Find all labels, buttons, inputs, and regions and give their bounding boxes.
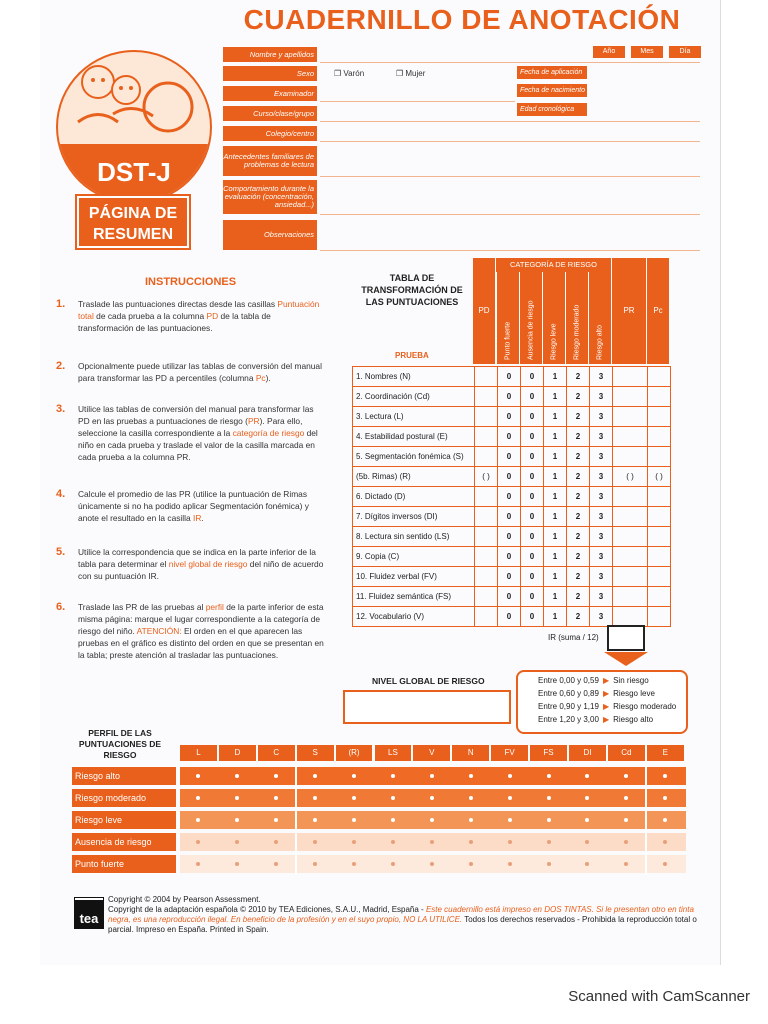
instruction-text: Utilice la correspondencia que se indica en la parte inferior de la tabla para determinar el nivel global de riesgo del niño de acuerdo con su puntuación IR. <box>78 547 324 581</box>
category-cell[interactable]: 2 <box>567 567 590 587</box>
pr-cell[interactable] <box>613 527 648 547</box>
category-cell[interactable]: 3 <box>590 467 613 487</box>
pd-cell[interactable] <box>475 527 498 547</box>
instruction-number: 3. <box>56 403 66 415</box>
profile-mark-dot[interactable] <box>547 840 551 844</box>
pd-cell[interactable] <box>475 547 498 567</box>
behavior-line[interactable] <box>320 214 700 215</box>
category-cell[interactable]: 1 <box>544 467 567 487</box>
category-cell[interactable]: 0 <box>521 567 544 587</box>
profile-mark-dot[interactable] <box>430 774 434 778</box>
category-col-header: Punto fuerte <box>496 272 519 364</box>
copyright-line-2 <box>108 905 698 935</box>
category-cell[interactable]: 0 <box>521 467 544 487</box>
profile-col-header: FS <box>530 745 567 761</box>
pc-header: Pc <box>647 258 669 364</box>
down-arrow-icon <box>604 652 648 666</box>
category-cell[interactable]: 0 <box>521 407 544 427</box>
category-cell[interactable]: 3 <box>590 387 613 407</box>
profile-mark-dot[interactable] <box>547 862 551 866</box>
category-cell[interactable]: 1 <box>544 547 567 567</box>
profile-col-header: DI <box>569 745 606 761</box>
category-cell[interactable]: 1 <box>544 587 567 607</box>
instruction-item <box>56 488 326 524</box>
category-cell[interactable]: 0 <box>521 367 544 387</box>
pr-cell[interactable] <box>613 387 648 407</box>
pr-cell[interactable] <box>613 487 648 507</box>
category-cell[interactable]: 0 <box>498 587 521 607</box>
pr-cell[interactable] <box>613 447 648 467</box>
test-name: 11. Fluidez semántica (FS) <box>353 587 475 607</box>
test-name: 1. Nombres (N) <box>353 367 475 387</box>
arrow-right-icon: ▶ <box>602 715 610 724</box>
tea-logo-bar <box>74 897 104 901</box>
date-col-year: Año <box>593 46 625 58</box>
copyright-rights: Todos los derechos reservados - Prohibida la reproducción total o parcial. Impreso en España. Printed in Spain. <box>108 915 697 934</box>
test-name: 8. Lectura sin sentido (LS) <box>353 527 475 547</box>
test-name: (5b. Rimas) (R) <box>353 467 475 487</box>
category-cell[interactable]: 0 <box>521 427 544 447</box>
category-cell[interactable]: 3 <box>590 547 613 567</box>
pd-cell[interactable] <box>475 587 498 607</box>
table-row <box>353 467 671 487</box>
risk-range-value: Entre 0,90 y 1,19 <box>538 702 599 711</box>
pc-cell[interactable] <box>648 427 671 447</box>
risk-profile-chart <box>72 745 686 879</box>
risk-range-row <box>538 689 655 698</box>
pc-cell[interactable] <box>648 547 671 567</box>
arrow-right-icon: ▶ <box>602 702 610 711</box>
category-cell[interactable]: 0 <box>521 507 544 527</box>
pc-cell[interactable] <box>648 447 671 467</box>
pr-cell[interactable] <box>613 367 648 387</box>
pc-cell[interactable] <box>648 507 671 527</box>
pd-cell[interactable] <box>475 387 498 407</box>
category-cell[interactable]: 0 <box>521 587 544 607</box>
profile-mark-dot[interactable] <box>508 862 512 866</box>
profile-col-header: L <box>180 745 217 761</box>
table-row <box>353 527 671 547</box>
category-cell[interactable]: 0 <box>498 367 521 387</box>
test-name: 6. Dictado (D) <box>353 487 475 507</box>
category-cell[interactable]: 3 <box>590 607 613 627</box>
table-row <box>353 407 671 427</box>
table-row <box>353 487 671 507</box>
instruction-item <box>56 546 326 582</box>
profile-mark-dot[interactable] <box>547 774 551 778</box>
course-line[interactable] <box>320 121 700 122</box>
category-cell[interactable]: 3 <box>590 567 613 587</box>
profile-mark-dot[interactable] <box>430 840 434 844</box>
profile-mark-dot[interactable] <box>391 840 395 844</box>
instruction-text: Opcionalmente puede utilizar las tablas de conversión del manual para transformar las PD a percentiles (columna Pc). <box>78 361 322 383</box>
copyright-warning: Este cuadernillo está impreso en DOS TINTAS. Si le presentan otro en tinta negra, es una reproducción ilegal. En beneficio de la profesión y en el suyo propio, NO LA UTILICE. <box>108 905 694 924</box>
profile-row-label: Riesgo leve <box>72 811 176 829</box>
pd-cell[interactable] <box>475 567 498 587</box>
sex-option-male[interactable]: ❐ Varón <box>334 69 365 78</box>
instruction-item <box>56 601 326 661</box>
category-cell[interactable]: 0 <box>521 527 544 547</box>
field-label-name: Nombre y apellidos <box>223 47 317 62</box>
profile-mark-dot[interactable] <box>469 796 473 800</box>
category-cell[interactable]: 2 <box>567 467 590 487</box>
test-name: 10. Fluidez verbal (FV) <box>353 567 475 587</box>
profile-mark-dot[interactable] <box>469 818 473 822</box>
risk-range-row <box>538 715 653 724</box>
test-name: 7. Dígitos inversos (DI) <box>353 507 475 527</box>
test-name: 2. Coordinación (Cd) <box>353 387 475 407</box>
category-cell[interactable]: 1 <box>544 407 567 427</box>
pr-header: PR <box>612 258 646 364</box>
profile-mark-dot[interactable] <box>430 862 434 866</box>
field-label-examiner: Examinador <box>223 86 317 101</box>
category-cell[interactable]: 2 <box>567 527 590 547</box>
risk-level-name: Riesgo alto <box>613 715 654 724</box>
pd-cell[interactable]: ( ) <box>475 467 498 487</box>
category-header: CATEGORÍA DE RIESGO <box>496 258 611 272</box>
test-name: 12. Vocabulario (V) <box>353 607 475 627</box>
instruction-text: Traslade las PR de las pruebas al perfil de la parte inferior de esta misma página: marque el lugar correspondiente a la categoría de riesgo del niño. ATENCIÓN: El orden en el que aparecen las pruebas en el gráfico es distinto del orden en que se presentan en la tabla; preste atención al trasladar las puntuaciones. <box>78 602 324 660</box>
observations-line[interactable] <box>320 250 700 251</box>
category-col-header: Riesgo moderado <box>565 272 588 364</box>
profile-col-header: N <box>452 745 489 761</box>
pd-cell[interactable] <box>475 407 498 427</box>
family-line[interactable] <box>320 176 700 177</box>
category-cell[interactable]: 0 <box>498 467 521 487</box>
pd-cell[interactable] <box>475 507 498 527</box>
category-cell[interactable]: 0 <box>498 427 521 447</box>
instruction-item <box>56 403 326 463</box>
pr-cell[interactable] <box>613 407 648 427</box>
category-cell[interactable]: 0 <box>498 547 521 567</box>
risk-range-value: Entre 0,60 y 0,89 <box>538 689 599 698</box>
profile-mark-dot[interactable] <box>508 840 512 844</box>
field-label-sex: Sexo <box>223 66 317 81</box>
field-label-birth-date: Fecha de nacimiento <box>517 84 587 97</box>
category-cell[interactable]: 0 <box>498 567 521 587</box>
instruction-number: 2. <box>56 360 66 372</box>
profile-mark-dot[interactable] <box>508 818 512 822</box>
examiner-line[interactable] <box>320 101 515 102</box>
table-row <box>353 427 671 447</box>
nivel-global-box[interactable] <box>343 690 511 724</box>
school-line[interactable] <box>320 141 700 142</box>
risk-ranges-box <box>516 670 688 734</box>
sex-option-female[interactable]: ❐ Mujer <box>396 69 426 78</box>
arrow-right-icon: ▶ <box>602 676 610 685</box>
camscanner-watermark: Scanned with CamScanner <box>568 988 750 1005</box>
category-cell[interactable]: 1 <box>544 367 567 387</box>
pc-cell[interactable] <box>648 607 671 627</box>
instruction-text: Traslade las puntuaciones directas desde las casillas Puntuación total de cada prueba a la columna PD de la tabla de transformación de las puntuaciones. <box>78 299 320 333</box>
risk-level-name: Riesgo leve <box>613 689 655 698</box>
profile-mark-dot[interactable] <box>391 796 395 800</box>
pc-cell[interactable] <box>648 387 671 407</box>
pc-cell[interactable] <box>648 487 671 507</box>
category-cell[interactable]: 2 <box>567 387 590 407</box>
risk-range-value: Entre 1,20 y 3,00 <box>538 715 599 724</box>
pr-cell[interactable] <box>613 607 648 627</box>
category-cell[interactable]: 2 <box>567 507 590 527</box>
logo-text: DST-J <box>97 157 171 187</box>
profile-mark-dot[interactable] <box>430 818 434 822</box>
test-name: 5. Segmentación fonémica (S) <box>353 447 475 467</box>
category-cell[interactable]: 3 <box>590 527 613 547</box>
category-cell[interactable]: 1 <box>544 447 567 467</box>
profile-row-label: Riesgo moderado <box>72 789 176 807</box>
field-label-observations: Observaciones <box>223 220 317 250</box>
profile-mark-dot[interactable] <box>391 774 395 778</box>
pc-cell[interactable]: ( ) <box>648 467 671 487</box>
perfil-title: PERFIL DE LAS PUNTUACIONES DE RIESGO <box>78 728 162 760</box>
category-cell[interactable]: 0 <box>498 387 521 407</box>
table-row <box>353 607 671 627</box>
category-cell[interactable]: 0 <box>521 487 544 507</box>
profile-mark-dot[interactable] <box>547 796 551 800</box>
category-cell[interactable]: 2 <box>567 447 590 467</box>
pd-cell[interactable] <box>475 447 498 467</box>
nivel-global-label: NIVEL GLOBAL DE RIESGO <box>372 676 485 686</box>
pc-cell[interactable] <box>648 527 671 547</box>
arrow-right-icon: ▶ <box>602 689 610 698</box>
category-cell[interactable]: 3 <box>590 367 613 387</box>
category-cell[interactable]: 0 <box>498 407 521 427</box>
profile-row-label: Ausencia de riesgo <box>72 833 176 851</box>
category-cell[interactable]: 0 <box>498 487 521 507</box>
profile-mark-dot[interactable] <box>469 774 473 778</box>
category-cell[interactable]: 0 <box>521 447 544 467</box>
category-cell[interactable]: 0 <box>521 547 544 567</box>
date-col-month: Mes <box>631 46 663 58</box>
profile-mark-dot[interactable] <box>469 862 473 866</box>
profile-col-header: V <box>413 745 450 761</box>
pd-cell[interactable] <box>475 427 498 447</box>
name-line[interactable] <box>320 62 700 63</box>
pd-header: PD <box>473 258 495 364</box>
category-cell[interactable]: 1 <box>544 507 567 527</box>
tea-logo: tea <box>74 897 104 929</box>
category-cell[interactable]: 3 <box>590 487 613 507</box>
category-cell[interactable]: 1 <box>544 427 567 447</box>
risk-range-value: Entre 0,00 y 0,59 <box>538 676 599 685</box>
category-cell[interactable]: 1 <box>544 487 567 507</box>
date-col-day: Día <box>669 46 701 58</box>
ir-label: IR (suma / 12) <box>548 633 599 642</box>
instruction-text: Calcule el promedio de las PR (utilice la puntuación de Rimas únicamente si no ha podido aplicar Segmentación fonémica) y anote el resultado en la casilla IR. <box>78 489 309 523</box>
test-name: 9. Copia (C) <box>353 547 475 567</box>
category-cell[interactable]: 2 <box>567 607 590 627</box>
pc-cell[interactable] <box>648 567 671 587</box>
profile-col-header: LS <box>375 745 412 761</box>
profile-mark-dot[interactable] <box>391 862 395 866</box>
profile-row-label: Riesgo alto <box>72 767 176 785</box>
instruction-number: 5. <box>56 546 66 558</box>
test-name: 4. Estabilidad postural (E) <box>353 427 475 447</box>
pr-cell[interactable] <box>613 587 648 607</box>
copyright-text <box>108 895 698 935</box>
profile-mark-dot[interactable] <box>547 818 551 822</box>
field-label-application-date: Fecha de aplicación <box>517 66 587 79</box>
summary-label: PÁGINA DE RESUMEN <box>77 196 189 248</box>
ir-input-box[interactable] <box>607 625 645 651</box>
profile-col-header: C <box>258 745 295 761</box>
pd-cell[interactable] <box>475 487 498 507</box>
profile-group-divider <box>295 765 297 875</box>
profile-group-divider <box>645 765 647 875</box>
instruction-number: 1. <box>56 298 66 310</box>
prueba-label: PRUEBA <box>395 351 429 360</box>
category-cell[interactable]: 1 <box>544 607 567 627</box>
field-label-school: Colegio/centro <box>223 126 317 141</box>
instruction-number: 4. <box>56 488 66 500</box>
pd-cell[interactable] <box>475 367 498 387</box>
category-col-header: Riesgo leve <box>542 272 565 364</box>
category-cell[interactable]: 3 <box>590 447 613 467</box>
category-cell[interactable]: 2 <box>567 407 590 427</box>
profile-col-header: E <box>647 745 684 761</box>
field-label-behavior: Comportamiento durante la evaluación (concentración, ansiedad...) <box>223 180 317 214</box>
profile-mark-dot[interactable] <box>508 774 512 778</box>
instruction-number: 6. <box>56 601 66 613</box>
profile-col-header: (R) <box>336 745 373 761</box>
profile-mark-dot[interactable] <box>508 796 512 800</box>
category-cell[interactable]: 0 <box>498 447 521 467</box>
pr-cell[interactable]: ( ) <box>613 467 648 487</box>
instruction-text: Utilice las tablas de conversión del manual para transformar las PD en las pruebas a puntuaciones de riesgo (PR). Para ello, seleccione la casilla correspondiente a la categoría de riesgo del niño en cada prueba y traslade el valor de la casilla marcada en cada prueba a la columna PR. <box>78 404 318 462</box>
field-label-family: Antecedentes familiares de problemas de lectura <box>223 146 317 176</box>
copyright-publisher: Copyright de la adaptación española © 2010 by TEA Ediciones, S.A.U., Madrid, España - <box>108 905 426 914</box>
pr-cell[interactable] <box>613 427 648 447</box>
table-row <box>353 567 671 587</box>
table-row <box>353 507 671 527</box>
table-title: TABLA DE TRANSFORMACIÓN DE LAS PUNTUACIONES <box>361 273 463 307</box>
category-cell[interactable]: 3 <box>590 587 613 607</box>
instructions-title: INSTRUCCIONES <box>145 276 237 288</box>
category-cell[interactable]: 1 <box>544 387 567 407</box>
pc-cell[interactable] <box>648 407 671 427</box>
category-cell[interactable]: 0 <box>498 527 521 547</box>
category-cell[interactable]: 1 <box>544 527 567 547</box>
risk-level-name: Sin riesgo <box>613 676 649 685</box>
profile-col-header: D <box>219 745 256 761</box>
pd-cell[interactable] <box>475 607 498 627</box>
table-row <box>353 367 671 387</box>
test-name: 3. Lectura (L) <box>353 407 475 427</box>
category-cell[interactable]: 2 <box>567 587 590 607</box>
profile-col-header: S <box>297 745 334 761</box>
copyright-line-1: Copyright © 2004 by Pearson Assessment. <box>108 895 261 904</box>
category-cell[interactable]: 3 <box>590 507 613 527</box>
table-row <box>353 447 671 467</box>
risk-range-row <box>538 702 676 711</box>
category-cell[interactable]: 2 <box>567 367 590 387</box>
pr-cell[interactable] <box>613 507 648 527</box>
page-title: CUADERNILLO DE ANOTACIÓN <box>243 4 681 35</box>
category-cell[interactable]: 0 <box>498 507 521 527</box>
table-row <box>353 387 671 407</box>
category-cell[interactable]: 3 <box>590 407 613 427</box>
profile-mark-dot[interactable] <box>469 840 473 844</box>
category-cell[interactable]: 2 <box>567 487 590 507</box>
pr-cell[interactable] <box>613 567 648 587</box>
category-cell[interactable]: 0 <box>521 387 544 407</box>
category-cell[interactable]: 0 <box>521 607 544 627</box>
field-label-course: Curso/clase/grupo <box>223 106 317 121</box>
pc-cell[interactable] <box>648 367 671 387</box>
field-label-age: Edad cronológica <box>517 103 587 116</box>
profile-mark-dot[interactable] <box>391 818 395 822</box>
table-row <box>353 547 671 567</box>
risk-range-row <box>538 676 649 685</box>
profile-mark-dot[interactable] <box>430 796 434 800</box>
dst-j-logo <box>56 50 212 204</box>
pc-cell[interactable] <box>648 587 671 607</box>
risk-level-name: Riesgo moderado <box>613 702 677 711</box>
profile-col-header: Cd <box>608 745 645 761</box>
category-col-header: Riesgo alto <box>588 272 611 364</box>
profile-row-label: Punto fuerte <box>72 855 176 873</box>
instruction-item <box>56 298 326 334</box>
transformation-table <box>352 366 671 627</box>
category-cell[interactable]: 1 <box>544 567 567 587</box>
category-cell[interactable]: 0 <box>498 607 521 627</box>
table-row <box>353 587 671 607</box>
category-cell[interactable]: 2 <box>567 547 590 567</box>
profile-col-header: FV <box>491 745 528 761</box>
category-col-header: Ausencia de riesgo <box>519 272 542 364</box>
pr-cell[interactable] <box>613 547 648 567</box>
category-cell[interactable]: 2 <box>567 427 590 447</box>
category-cell[interactable]: 3 <box>590 427 613 447</box>
instruction-item <box>56 360 326 384</box>
